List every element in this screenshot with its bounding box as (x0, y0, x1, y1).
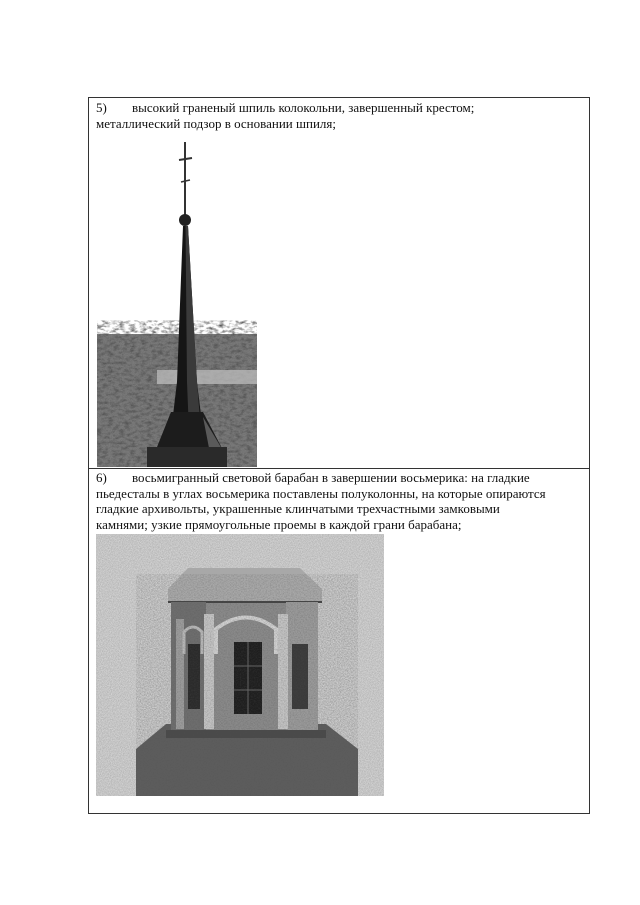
bell-tower-spire-photo (97, 142, 257, 467)
item-6-description (96, 470, 581, 532)
item-6-line-2: пьедесталы в углах восьмерика поставлены полуколонны, на которые опираются (96, 485, 546, 501)
octagonal-drum-photo (96, 534, 384, 796)
document-table (88, 97, 590, 814)
item-6-line-4: камнями; узкие прямоугольные проемы в каждой грани барабана; (96, 516, 462, 532)
row-divider (89, 468, 589, 469)
item-5-number: 5) (96, 100, 107, 115)
item-5-line-1: высокий граненый шпиль колокольни, завершенный крестом; (132, 100, 475, 115)
item-6-number: 6) (96, 470, 107, 485)
item-6-line-3: гладкие архивольты, украшенные клинчатыми трехчастными замковыми (96, 501, 500, 516)
item-5-description (96, 100, 581, 131)
item-5-line-2: металлический подзор в основании шпиля; (96, 115, 336, 131)
item-6-line-1: восьмигранный световой барабан в завершении восьмерика: на гладкие (132, 470, 530, 485)
